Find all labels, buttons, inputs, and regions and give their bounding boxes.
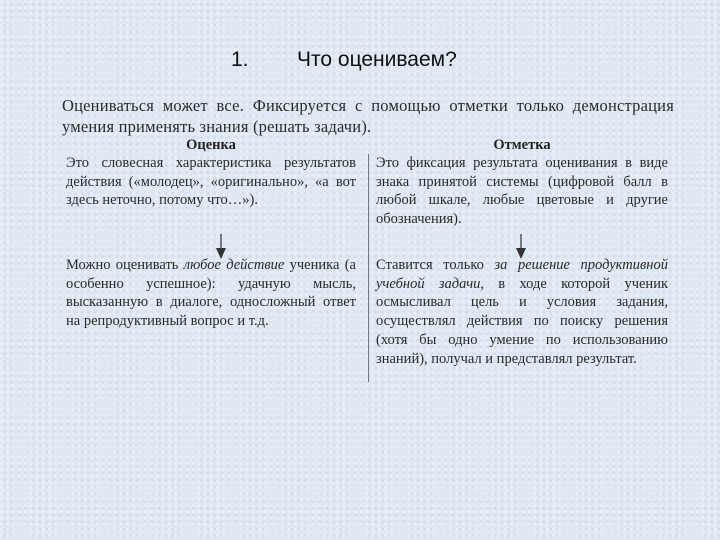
mark-definition: Это фиксация результата оценивания в виде знака принятой системы (цифровой балл в любой шкале, любые цветовые и другие обозначения). <box>376 155 668 228</box>
assessment-scope-prefix: Можно оценивать <box>66 257 184 273</box>
mark-scope <box>376 256 668 368</box>
title-text: Что оцениваем? <box>297 48 457 71</box>
column-divider <box>368 154 369 382</box>
column-heading-mark: Отметка <box>493 137 551 153</box>
mark-scope-emphasis: за решение продуктивной учебной задачи <box>376 257 668 292</box>
title-number: 1. <box>231 48 249 71</box>
intro-paragraph: Оцениваться может все. Фиксируется с помощью отметки только демонстрация умения применять знания (решать задачи). <box>62 96 674 136</box>
column-assessment <box>66 136 356 330</box>
column-heading-assessment: Оценка <box>186 137 236 153</box>
column-mark <box>376 136 668 367</box>
slide-title <box>0 48 720 78</box>
mark-scope-prefix: Ставится только <box>376 257 495 273</box>
scanned-text-block <box>58 90 680 390</box>
assessment-scope <box>66 256 356 331</box>
assessment-definition: Это словесная характеристика результатов действия («молодец», «оригинально», «а вот здесь неточно, потому что…»). <box>66 155 356 209</box>
assessment-scope-suffix: ученика (а особенно успешное): удачную мысль, высказанную в диалоге, односложный ответ на репродуктивный вопрос и т.д. <box>66 257 356 330</box>
assessment-scope-emphasis: любое действие <box>183 257 285 273</box>
mark-scope-suffix: , в ходе которой ученик осмысливал цель и условия задания, осуществлял действия по поиску решения (хотя бы одно умение по использованию знаний), получал и представлял результат. <box>376 275 668 367</box>
